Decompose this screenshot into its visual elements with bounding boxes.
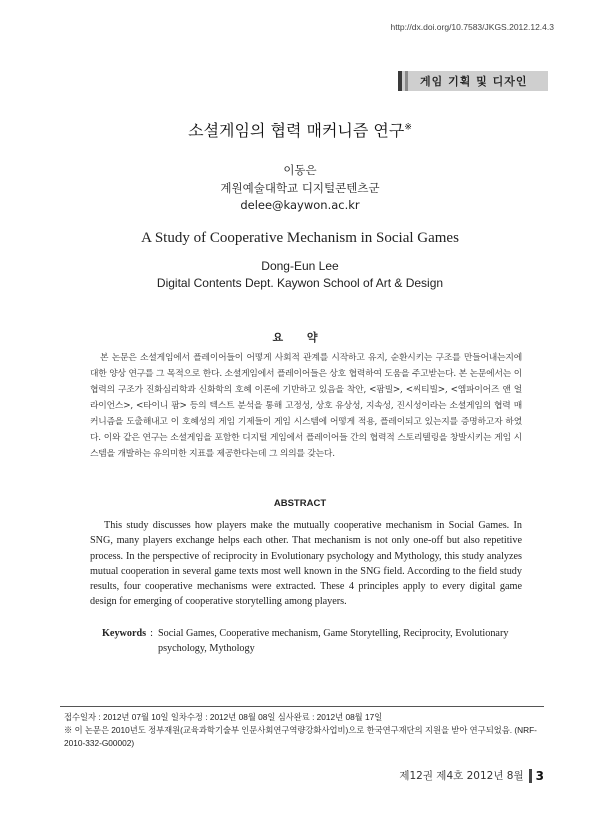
footnote-dates: 접수일자 : 2012년 07월 10일 일차수정 : 2012년 08월 08일 심사완료 : 2012년 08월 17일: [64, 712, 383, 722]
author-name-english: Dong-Eun Lee: [261, 259, 339, 273]
section-tag: [398, 71, 548, 91]
affiliation-english: Digital Contents Dept. Kaywon School of Art & Design: [156, 276, 444, 290]
title-footnote-mark: ※: [404, 122, 412, 133]
section-label: 게임 기획 및 디자인: [420, 75, 528, 88]
abstract-korean-text: 본 논문은 소셜게임에서 플레이어들이 어떻게 사회적 관계를 시작하고 유지, 순환시키는 구조를 만들어내는지에 대한 양상 연구를 그 목적으로 한다. 소셜게임에서 플레이어들은 상호 협력하여 도움을 주고받는다. 본 논문에서는 이 협력의 구조가 진화심리학과 신화학의 호혜 이론에 기반하고 있음을 착안, <팜빌>, <씨티빌>, <엠파이어즈 앤 얼라이언스>, <타이니 팜> 등의 텍스트 분석을 통해 고정성, 상호 유상성, 지속성, 진시성이라는 소셜게임의 협력 매커니즘을 도출해내고 이 호혜성의 게임 기제들이 게임 시스템에 어떻게 적용, 플레이되고 있는지를 증명하고자 하였다. 이와 같은 연구는 소셜게임을 포함한 디지털 게임에서 플레이어들 간의 협력적 스토리텔링을 창발시키는 게임 시스템을 개발하는 유의미한 지표를 제공한다는데 그 의의를 갖는다.: [90, 353, 522, 459]
author-name-korean: 이동은: [283, 163, 317, 177]
doi-link[interactable]: http://dx.doi.org/10.7583/JKGS.2012.12.4.3: [390, 22, 554, 32]
abstract-english-text: This study discusses how players make the mutually cooperative mechanism in Social Games. In SNG, many players exchange helps each other. That mechanism is not only one-off but also repetitive process. In the perspective of reciprocity in Evolutionary psychology and Mythology, this study analyzes mutual cooperation in several game texts most well known in the SNG field. According to the field study results, four cooperative mechanisms were extracted. These 4 principles apply to every digital game design for emerging of cooperative storytelling among players.: [90, 520, 522, 608]
abstract-english: [90, 518, 522, 610]
keywords: [102, 626, 532, 657]
author-email[interactable]: delee@kaywon.ac.kr: [240, 198, 360, 212]
paper-title-english: A Study of Cooperative Mechanism in Social Games: [141, 230, 459, 246]
page-number: 3: [535, 768, 544, 783]
paper-title-korean: [0, 118, 600, 141]
abstract-english-heading: ABSTRACT: [273, 498, 327, 509]
keywords-label: Keywords: [102, 628, 147, 639]
footnote-funding: ※ 이 논문은 2010년도 정부재원(교육과학기술부 인문사회연구역량강화사업비)으로 한국연구재단의 지원을 받아 연구되었음. (NRF-2010-332-G00002): [64, 725, 537, 748]
section-bar-light: [405, 71, 408, 91]
section-bar-dark: [398, 71, 402, 91]
affiliation-korean: 계원예술대학교 디지털콘텐츠군: [220, 181, 380, 195]
footer-separator: [529, 769, 532, 783]
keywords-text: Social Games, Cooperative mechanism, Game Storytelling, Reciprocity, Evolutionary psychology, Mythology: [158, 628, 509, 655]
page-footer: [399, 768, 544, 783]
paper-title-korean-text: 소셜게임의 협력 매커니즘 연구: [188, 121, 405, 140]
keywords-separator: :: [150, 628, 153, 639]
abstract-korean: [90, 350, 522, 462]
abstract-korean-heading: 요 약: [272, 331, 328, 344]
journal-issue: 제12권 제4호 2012년 8월: [399, 770, 524, 782]
footnote-divider: [60, 706, 544, 707]
